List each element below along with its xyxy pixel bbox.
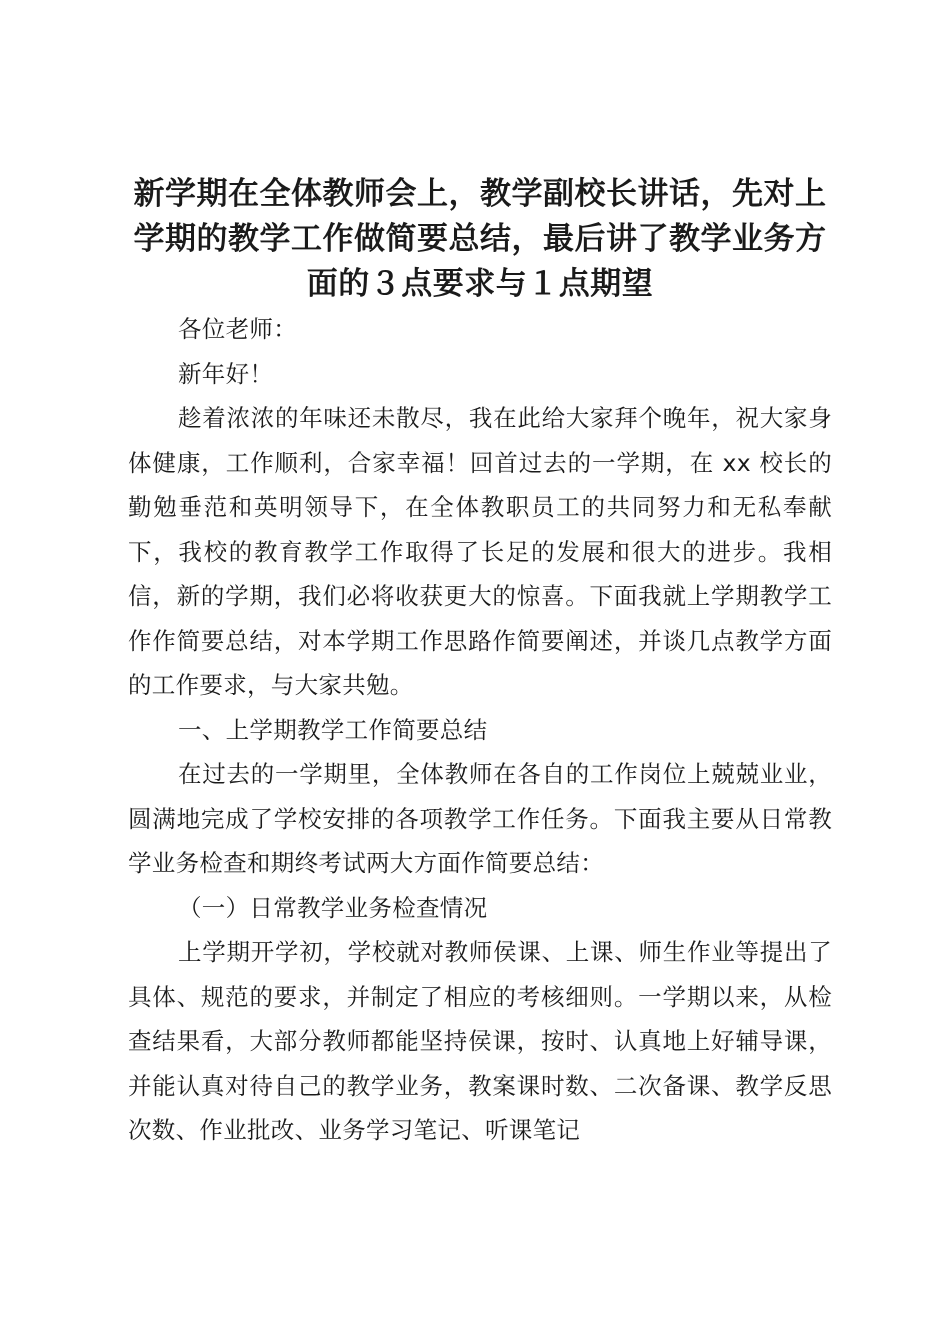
inspection-paragraph: 上学期开学初，学校就对教师侯课、上课、师生作业等提出了具体、规范的要求，并制定了相应的考核细则。一学期以来，从检查结果看，大部分教师都能坚持侯课，按时、认真地上好辅导课，并能认真对待自己的教学业务，教案课时数、二次备课、教学反思次数、作业批改、业务学习笔记、听课笔记 <box>128 938 832 1144</box>
document-title: 新学期在全体教师会上，教学副校长讲话，先对上学期的教学工作做简要总结，最后讲了教学业务方面的３点要求与１点期望 <box>133 176 827 302</box>
section-heading-1: 一、上学期教学工作简要总结 <box>178 715 488 744</box>
salutation: 各位老师： <box>178 315 297 343</box>
greeting: 新年好！ <box>178 359 274 388</box>
subsection-heading-1: （一）日常教学业务检查情况 <box>178 893 488 922</box>
summary-paragraph: 在过去的一学期里，全体教师在各自的工作岗位上兢兢业业，圆满地完成了学校安排的各项教学工作任务。下面我主要从日常教学业务检查和期终考试两大方面作简要总结： <box>128 760 832 877</box>
document-page <box>128 172 832 1153</box>
opening-paragraph: 趁着浓浓的年味还未散尽，我在此给大家拜个晚年，祝大家身体健康，工作顺利，合家幸福！回首过去的一学期，在 xx 校长的勤勉垂范和英明领导下，在全体教职员工的共同努力和无私奉献下，我校的教育教学工作取得了长足的发展和很大的进步。我相信，新的学期，我们必将收获更大的惊喜。下面我就上学期教学工作作简要总结，对本学期工作思路作简要阐述，并谈几点教学方面的工作要求，与大家共勉。 <box>128 404 832 699</box>
